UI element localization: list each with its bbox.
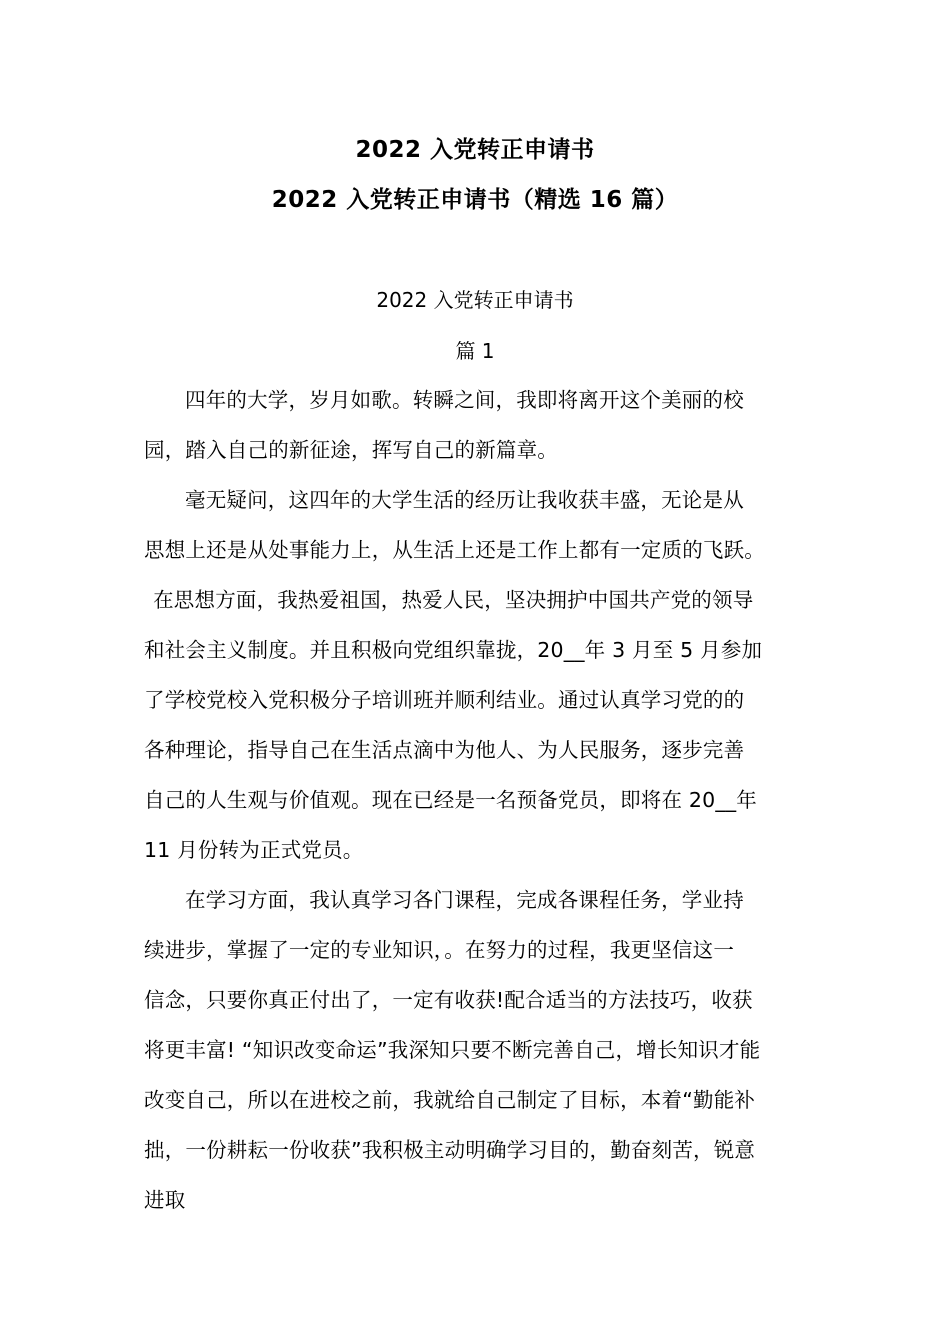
paragraph-line: 信念，只要你真正付出了，一定有收获!配合适当的方法技巧，收获 xyxy=(144,988,753,1012)
document-title: 2022 入党转正申请书 xyxy=(355,137,595,163)
body-text xyxy=(144,375,809,1225)
paragraph-line: 拙，一份耕耘一份收获”我积极主动明确学习目的，勤奋刻苦，锐意 xyxy=(144,1138,756,1162)
paragraph-line: 在学习方面，我认真学习各门课程，完成各课程任务，学业持 xyxy=(185,888,744,912)
paragraph xyxy=(144,875,809,1225)
section-title: 2022 入党转正申请书 xyxy=(376,288,574,312)
paragraph xyxy=(144,575,809,875)
paragraph-line: 改变自己，所以在进校之前，我就给自己制定了目标，本着“勤能补 xyxy=(144,1088,756,1112)
paragraph-line: 将更丰富! “知识改变命运”我深知只要不断完善自己，增长知识才能 xyxy=(144,1038,761,1062)
paragraph-line: 了学校党校入党积极分子培训班并顺利结业。通过认真学习党的的 xyxy=(144,688,745,712)
paragraph-line: 毫无疑问，这四年的大学生活的经历让我收获丰盛，无论是从 xyxy=(185,488,744,512)
paragraph-line: 园，踏入自己的新征途，挥写自己的新篇章。 xyxy=(144,438,558,462)
paragraph-line: 和社会主义制度。并且积极向党组织靠拢，20__年 3 月至 5 月参加 xyxy=(144,638,763,662)
paragraph-line: 四年的大学，岁月如歌。转瞬之间，我即将离开这个美丽的校 xyxy=(185,388,744,412)
paragraph-line: 各种理论，指导自己在生活点滴中为他人、为人民服务，逐步完善 xyxy=(144,738,745,762)
paragraph-line: 思想上还是从处事能力上，从生活上还是工作上都有一定质的飞跃。 xyxy=(144,538,765,562)
paragraph xyxy=(144,475,809,575)
paragraph-line: 进取 xyxy=(144,1188,186,1212)
paragraph xyxy=(144,375,809,475)
section-label: 篇 1 xyxy=(455,339,495,363)
document-subtitle: 2022 入党转正申请书（精选 16 篇） xyxy=(271,187,679,213)
paragraph-line: 在思想方面，我热爱祖国，热爱人民，坚决拥护中国共产党的领导 xyxy=(153,588,754,612)
paragraph-line: 续进步，掌握了一定的专业知识，。在努力的过程，我更坚信这一 xyxy=(144,938,735,962)
paragraph-line: 11 月份转为正式党员。 xyxy=(144,838,364,862)
paragraph-line: 自己的人生观与价值观。现在已经是一名预备党员，即将在 20__年 xyxy=(144,788,758,812)
